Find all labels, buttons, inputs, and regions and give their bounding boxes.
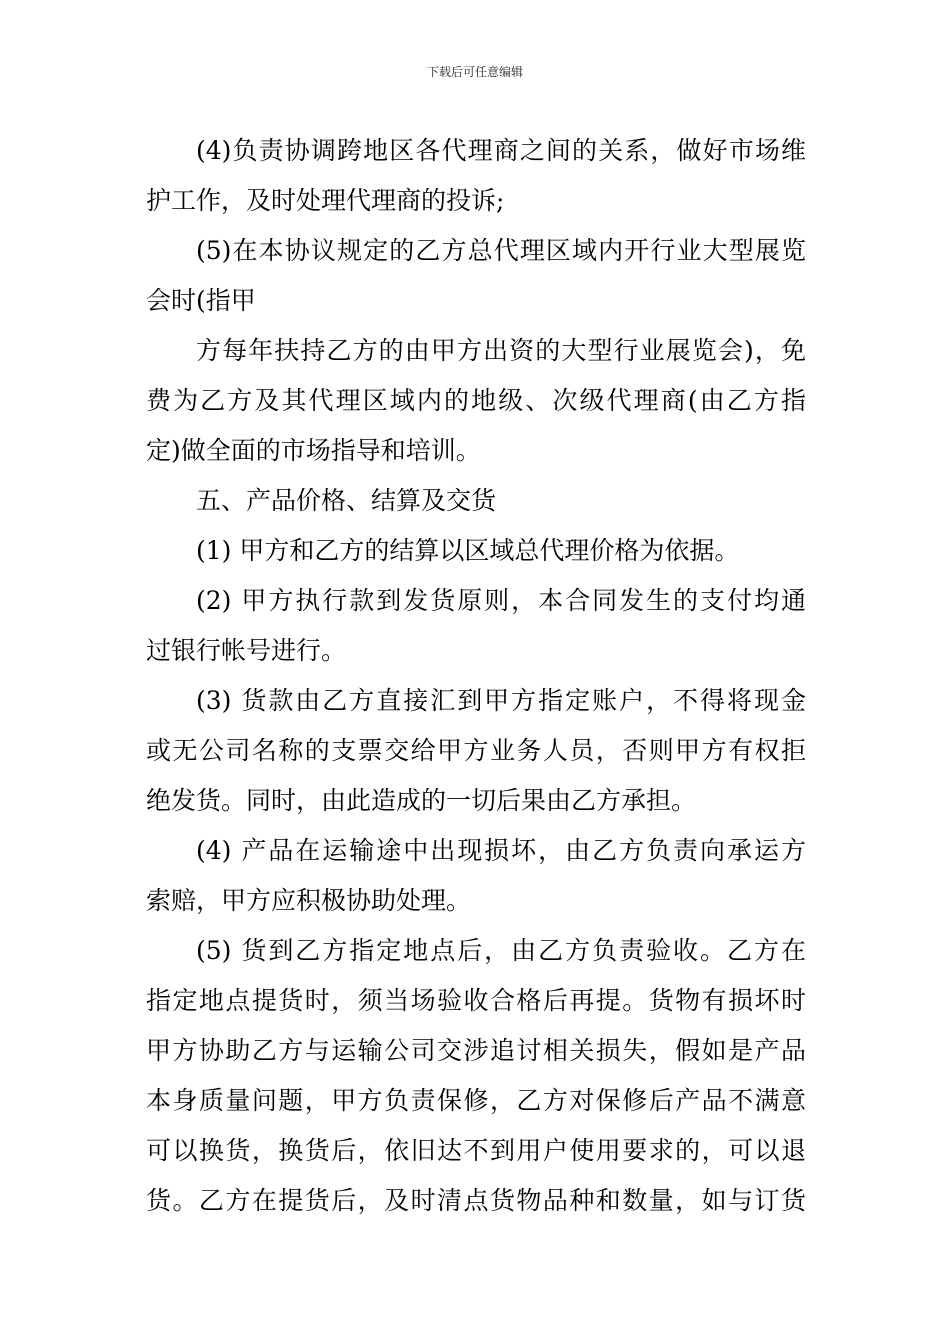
paragraph-line: (4) 产品在运输途中出现损坏，由乙方负责向承运方	[196, 836, 806, 865]
section-heading: 五、产品价格、结算及交货	[196, 486, 497, 515]
paragraph-line: (5)在本协议规定的乙方总代理区域内开行业大型展览	[196, 236, 806, 265]
paragraph-line: 绝发货。同时，由此造成的一切后果由乙方承担。	[146, 786, 697, 815]
paragraph-line: 过银行帐号进行。	[146, 636, 347, 665]
paragraph-line: 方每年扶持乙方的由甲方出资的大型行业展览会)，免	[196, 336, 806, 365]
document-body	[146, 126, 806, 1226]
paragraph-line: 索赔，甲方应积极协助处理。	[146, 886, 472, 915]
paragraph-line: (2) 甲方执行款到发货原则，本合同发生的支付均通	[196, 586, 806, 615]
paragraph-line: (1) 甲方和乙方的结算以区域总代理价格为依据。	[196, 536, 740, 565]
paragraph-line: 会时(指甲	[146, 286, 256, 315]
paragraph-line: 或无公司名称的支票交给甲方业务人员，否则甲方有权拒	[146, 736, 806, 765]
paragraph-line: (5) 货到乙方指定地点后，由乙方负责验收。乙方在	[196, 936, 806, 965]
paragraph-line: 护工作，及时处理代理商的投诉;	[146, 186, 505, 215]
paragraph-line: 本身质量问题，甲方负责保修，乙方对保修后产品不满意	[146, 1086, 806, 1115]
paragraph-line: 指定地点提货时，须当场验收合格后再提。货物有损坏时	[146, 986, 806, 1015]
paragraph-line: (3) 货款由乙方直接汇到甲方指定账户，不得将现金	[196, 686, 806, 715]
paragraph-line: 费为乙方及其代理区域内的地级、次级代理商(由乙方指	[146, 386, 806, 415]
page-header: 下载后可任意编辑	[426, 65, 523, 79]
paragraph-line: (4)负责协调跨地区各代理商之间的关系，做好市场维	[196, 136, 806, 165]
paragraph-line: 定)做全面的市场指导和培训。	[146, 436, 481, 465]
paragraph-line: 可以换货，换货后，依旧达不到用户使用要求的，可以退	[146, 1136, 806, 1165]
paragraph-line: 货。乙方在提货后，及时清点货物品种和数量，如与订货	[146, 1186, 806, 1215]
paragraph-line: 甲方协助乙方与运输公司交涉追讨相关损失，假如是产品	[146, 1036, 806, 1065]
